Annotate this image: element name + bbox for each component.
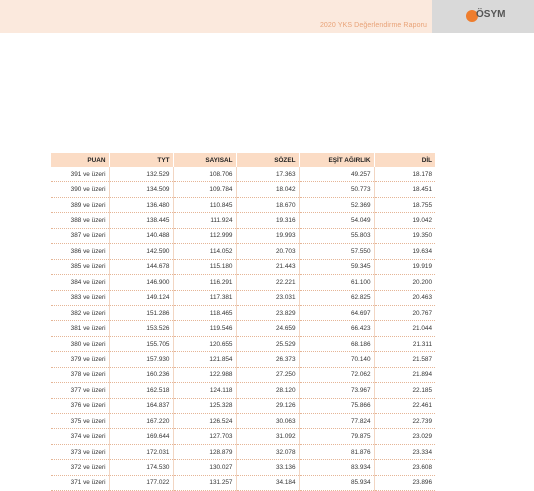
- table-cell: 117.381: [173, 290, 236, 305]
- table-cell: 22.739: [374, 414, 435, 429]
- score-table-container: [51, 153, 435, 491]
- table-cell: 23.334: [374, 444, 435, 459]
- table-cell: 115.180: [173, 259, 236, 274]
- table-cell: 64.697: [299, 305, 374, 320]
- table-cell: 127.703: [173, 429, 236, 444]
- table-cell: 19.316: [236, 213, 299, 228]
- table-row: [51, 336, 435, 351]
- table-cell: 119.546: [173, 321, 236, 336]
- table-cell: 121.854: [173, 352, 236, 367]
- table-cell: 172.031: [109, 444, 173, 459]
- table-row: [51, 475, 435, 490]
- table-cell: 380 ve üzeri: [51, 336, 109, 351]
- table-cell: 50.773: [299, 182, 374, 197]
- table-row: [51, 244, 435, 259]
- table-cell: 18.755: [374, 197, 435, 212]
- table-cell: 28.120: [236, 383, 299, 398]
- osym-logo-text: ÖSYM: [476, 9, 506, 20]
- table-cell: 122.988: [173, 367, 236, 382]
- table-cell: 23.829: [236, 305, 299, 320]
- table-cell: 385 ve üzeri: [51, 259, 109, 274]
- table-row: [51, 321, 435, 336]
- table-cell: 125.328: [173, 398, 236, 413]
- table-cell: 374 ve üzeri: [51, 429, 109, 444]
- table-cell: 23.896: [374, 475, 435, 490]
- table-row: [51, 305, 435, 320]
- table-cell: 30.063: [236, 414, 299, 429]
- table-cell: 140.488: [109, 228, 173, 243]
- table-cell: 131.257: [173, 475, 236, 490]
- table-row: [51, 398, 435, 413]
- table-cell: 132.529: [109, 167, 173, 182]
- column-header: SÖZEL: [236, 153, 299, 167]
- table-cell: 120.655: [173, 336, 236, 351]
- table-cell: 77.824: [299, 414, 374, 429]
- table-cell: 83.934: [299, 460, 374, 475]
- table-row: [51, 290, 435, 305]
- table-cell: 149.124: [109, 290, 173, 305]
- table-row: [51, 429, 435, 444]
- table-cell: 18.178: [374, 167, 435, 182]
- column-header: SAYISAL: [173, 153, 236, 167]
- table-cell: 21.044: [374, 321, 435, 336]
- table-cell: 32.078: [236, 444, 299, 459]
- table-cell: 371 ve üzeri: [51, 475, 109, 490]
- table-cell: 73.967: [299, 383, 374, 398]
- table-cell: 31.092: [236, 429, 299, 444]
- table-cell: 20.767: [374, 305, 435, 320]
- table-header-row: [51, 153, 435, 167]
- table-cell: 162.518: [109, 383, 173, 398]
- table-cell: 126.524: [173, 414, 236, 429]
- table-cell: 57.550: [299, 244, 374, 259]
- table-cell: 130.027: [173, 460, 236, 475]
- table-cell: 19.634: [374, 244, 435, 259]
- table-cell: 378 ve üzeri: [51, 367, 109, 382]
- table-cell: 167.220: [109, 414, 173, 429]
- table-cell: 59.345: [299, 259, 374, 274]
- table-cell: 26.373: [236, 352, 299, 367]
- table-cell: 116.291: [173, 275, 236, 290]
- table-cell: 169.644: [109, 429, 173, 444]
- table-row: [51, 182, 435, 197]
- table-cell: 29.126: [236, 398, 299, 413]
- table-cell: 382 ve üzeri: [51, 305, 109, 320]
- table-cell: 109.784: [173, 182, 236, 197]
- table-cell: 177.022: [109, 475, 173, 490]
- table-cell: 373 ve üzeri: [51, 444, 109, 459]
- column-header: DİL: [374, 153, 435, 167]
- table-cell: 110.845: [173, 197, 236, 212]
- table-cell: 25.529: [236, 336, 299, 351]
- column-header: EŞİT AĞIRLIK: [299, 153, 374, 167]
- table-cell: 49.257: [299, 167, 374, 182]
- table-cell: 34.184: [236, 475, 299, 490]
- table-cell: 386 ve üzeri: [51, 244, 109, 259]
- table-cell: 124.118: [173, 383, 236, 398]
- table-row: [51, 383, 435, 398]
- table-cell: 18.451: [374, 182, 435, 197]
- table-cell: 22.461: [374, 398, 435, 413]
- table-cell: 160.236: [109, 367, 173, 382]
- table-cell: 144.678: [109, 259, 173, 274]
- table-cell: 390 ve üzeri: [51, 182, 109, 197]
- table-cell: 18.670: [236, 197, 299, 212]
- table-cell: 27.250: [236, 367, 299, 382]
- table-row: [51, 167, 435, 182]
- table-cell: 19.042: [374, 213, 435, 228]
- table-cell: 111.924: [173, 213, 236, 228]
- table-cell: 23.029: [374, 429, 435, 444]
- table-cell: 68.186: [299, 336, 374, 351]
- table-cell: 24.659: [236, 321, 299, 336]
- table-cell: 136.480: [109, 197, 173, 212]
- table-cell: 391 ve üzeri: [51, 167, 109, 182]
- score-table: [51, 153, 435, 491]
- table-cell: 384 ve üzeri: [51, 275, 109, 290]
- report-title: 2020 YKS Değerlendirme Raporu: [319, 22, 427, 29]
- table-row: [51, 444, 435, 459]
- column-header: TYT: [109, 153, 173, 167]
- table-row: [51, 259, 435, 274]
- table-cell: 85.934: [299, 475, 374, 490]
- table-cell: 142.590: [109, 244, 173, 259]
- table-cell: 22.221: [236, 275, 299, 290]
- table-cell: 21.587: [374, 352, 435, 367]
- table-cell: 174.530: [109, 460, 173, 475]
- table-cell: 19.993: [236, 228, 299, 243]
- table-cell: 54.049: [299, 213, 374, 228]
- table-cell: 153.526: [109, 321, 173, 336]
- table-cell: 17.363: [236, 167, 299, 182]
- table-cell: 379 ve üzeri: [51, 352, 109, 367]
- table-cell: 20.200: [374, 275, 435, 290]
- table-cell: 377 ve üzeri: [51, 383, 109, 398]
- table-cell: 23.031: [236, 290, 299, 305]
- table-row: [51, 275, 435, 290]
- table-row: [51, 228, 435, 243]
- table-cell: 79.875: [299, 429, 374, 444]
- table-cell: 389 ve üzeri: [51, 197, 109, 212]
- table-cell: 375 ve üzeri: [51, 414, 109, 429]
- table-cell: 112.999: [173, 228, 236, 243]
- table-cell: 61.100: [299, 275, 374, 290]
- table-row: [51, 352, 435, 367]
- table-cell: 81.876: [299, 444, 374, 459]
- table-cell: 146.900: [109, 275, 173, 290]
- table-cell: 138.445: [109, 213, 173, 228]
- table-cell: 134.509: [109, 182, 173, 197]
- table-cell: 62.825: [299, 290, 374, 305]
- table-row: [51, 460, 435, 475]
- table-cell: 118.465: [173, 305, 236, 320]
- table-cell: 33.136: [236, 460, 299, 475]
- table-cell: 151.286: [109, 305, 173, 320]
- table-cell: 155.705: [109, 336, 173, 351]
- table-cell: 70.140: [299, 352, 374, 367]
- table-cell: 372 ve üzeri: [51, 460, 109, 475]
- table-cell: 20.703: [236, 244, 299, 259]
- table-cell: 128.879: [173, 444, 236, 459]
- table-cell: 52.369: [299, 197, 374, 212]
- table-cell: 18.042: [236, 182, 299, 197]
- table-cell: 387 ve üzeri: [51, 228, 109, 243]
- table-cell: 114.052: [173, 244, 236, 259]
- table-cell: 72.062: [299, 367, 374, 382]
- table-cell: 19.919: [374, 259, 435, 274]
- table-row: [51, 197, 435, 212]
- table-cell: 21.443: [236, 259, 299, 274]
- table-row: [51, 414, 435, 429]
- table-cell: 23.608: [374, 460, 435, 475]
- table-row: [51, 213, 435, 228]
- table-cell: 376 ve üzeri: [51, 398, 109, 413]
- table-row: [51, 367, 435, 382]
- table-cell: 21.894: [374, 367, 435, 382]
- table-cell: 22.185: [374, 383, 435, 398]
- table-cell: 55.803: [299, 228, 374, 243]
- table-cell: 21.311: [374, 336, 435, 351]
- table-cell: 108.706: [173, 167, 236, 182]
- table-body: [51, 167, 435, 491]
- table-cell: 157.930: [109, 352, 173, 367]
- table-cell: 19.350: [374, 228, 435, 243]
- table-cell: 388 ve üzeri: [51, 213, 109, 228]
- column-header: PUAN: [51, 153, 109, 167]
- table-cell: 381 ve üzeri: [51, 321, 109, 336]
- table-cell: 66.423: [299, 321, 374, 336]
- table-cell: 383 ve üzeri: [51, 290, 109, 305]
- table-cell: 75.866: [299, 398, 374, 413]
- table-cell: 164.837: [109, 398, 173, 413]
- table-cell: 20.463: [374, 290, 435, 305]
